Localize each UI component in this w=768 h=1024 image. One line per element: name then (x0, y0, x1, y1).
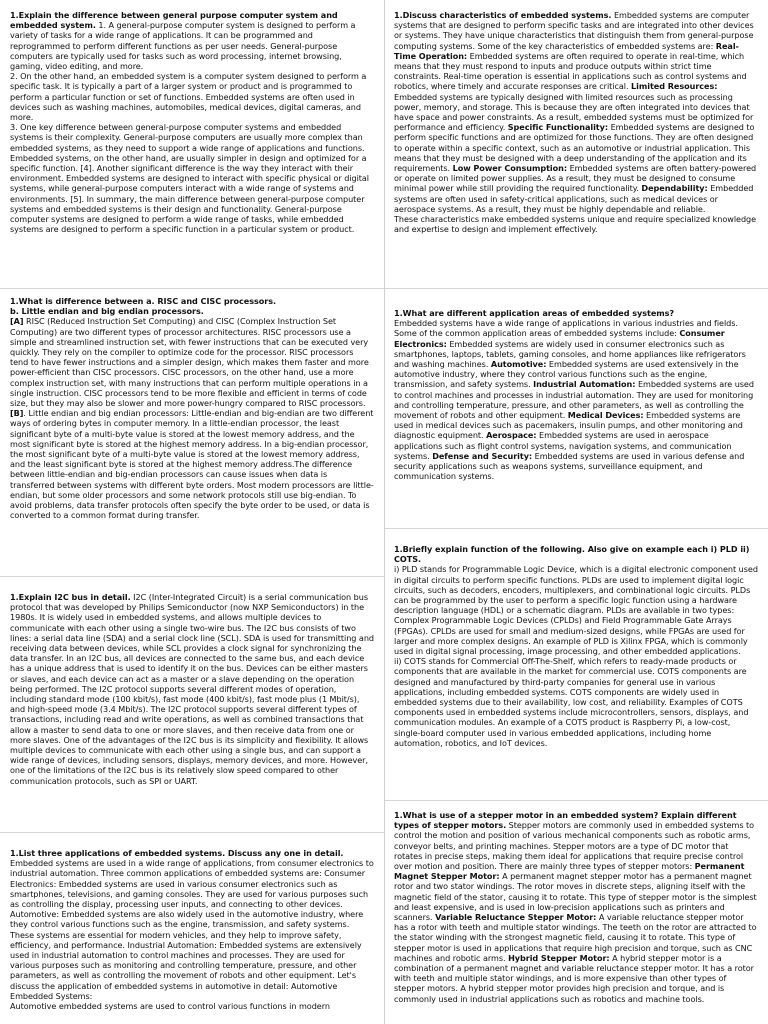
answer-stepper-motor (394, 810, 758, 1022)
answer-paragraph: i) PLD stands for Programmable Logic Device, which is a digital electronic component used in digital circuits to perform specific functions. PLDs are used to implement digital logic circuits, such as decoders, encoders, multiplexers, and combinational logic circuits. PLDs can be programmed by the user to perform a specific logic function using a hardware description language (HDL) or a schematic diagram. PLDs are available in two types: Complex Programmable Logic Devices (CPLDs) and Field Programmable Gate Arrays (FPGAs). CPLDs are used for small and medium-sized designs, while FPGAs are used for larger and more complex designs. An example of PLD is Xilinx FPGA, which is commonly used in digital signal processing, image processing, and other embedded applications. (394, 564, 758, 657)
answer-paragraph: 3. One key difference between general-purpose computer systems and embedded systems is their complexity. General-purpose computers are usually more complex than embedded systems, as they need to support a wide range of applications and functions. Embedded systems, on the other hand, are usually simpler in design and optimized for a specific function. [4]. Another significant difference is the way they interact with their environment. Embedded systems are designed to interact with specific physical or digital systems, while general-purpose computers interact with a wide range of systems and environments. [5]. In summary, the main difference between general-purpose computer systems and embedded systems is their design and functionality. General-purpose computer systems are designed to perform a wide range of tasks, while embedded systems are designed to perform a specific function in a particular system or product. (10, 122, 369, 235)
question-title: 1.Briefly explain function of the following. Also give on example each i) PLD ii) COTS. (394, 544, 750, 565)
answer-paragraph: Embedded systems are used in a wide range of applications, from consumer electronics to industrial automation. Three common applications of embedded systems are: Consumer Electronics: Embedded systems are used in various consumer electronics such as smartphones, televisions, and gaming consoles. They are used for various purposes such as controlling the display, processing user inputs, and connecting to other devices. Automotive: Embedded systems are also widely used in the automotive industry, where they control various functions such as the engine, transmission, and safety systems. These systems are essential for modern vehicles, and they help to improve safety, efficiency, and performance. Industrial Automation: Embedded systems are extensively used in industrial automation to control machines and processes. They are used for various purposes such as monitoring and controlling temperature, pressure, and other parameters, as well as controlling the movement of robots and other equipment. Let's discuss the application of embedded systems in automotive in detail: Automotive Embedded Systems: (10, 858, 374, 1001)
answer-paragraph: 1.Discuss characteristics of embedded systems. Embedded systems are computer systems that are designed to perform specific tasks and are integrated into other devices or systems. They have unique characteristics that distinguish them from general-purpose computing systems. Some of the key characteristics of embedded systems are: Real-Time Operation: Embedded systems are often required to operate in real-time, which means that they must respond to inputs and produce outputs within strict time constraints. Real-time operation is essential in applications such as control systems and robotics, where timely and accurate responses are critical. Limited Resources: Embedded systems are typically designed with limited resources such as processing power, memory, and storage. This is because they are often integrated into devices that have space and power constraints. As a result, embedded systems must be optimized for performance and efficiency. Specific Functionality: Embedded systems are designed to perform specific functions and are optimized for those functions. They are often designed to operate within a specific context, such as an automotive or industrial application. This means that they must be designed with a deep understanding of the application and its requirements. Low Power Consumption: Embedded systems are often battery-powered or operate on limited power supplies. As a result, they must be designed to consume minimal power while still providing the required functionality. Dependability: Embedded systems are often used in safety-critical applications, such as medical devices or aerospace systems. As a result, they must be highly dependable and reliable. (394, 10, 757, 214)
answer-general-vs-embedded (10, 10, 374, 250)
section-divider (0, 832, 384, 833)
question-title: 1.What are different application areas of embedded systems? (394, 308, 675, 318)
answer-application-areas (394, 308, 758, 508)
column-divider (384, 0, 385, 1024)
section-divider (384, 288, 768, 289)
answer-paragraph: Embedded systems have a wide range of applications in various industries and fields. Some of the common application areas of embedded systems include: Consumer Electronics: Embedded systems are widely used in consumer electronics such as smartphones, laptops, tablets, gaming consoles, and home appliances like refrigerators and washing machines. Automotive: Embedded systems are used extensively in the automotive industry, where they control various functions such as the engine, transmission, and safety systems. Industrial Automation: Embedded systems are used to control machines and processes in industrial automation. They are used for monitoring and controlling temperature, pressure, and other parameters, as well as controlling the movement of robots and other equipment. Medical Devices: Embedded systems are used in medical devices such as pacemakers, insulin pumps, and other monitoring and diagnostic equipment. Aerospace: Embedded systems are used in aerospace applications such as flight control systems, navigation systems, and communication systems. Defense and Security: Embedded systems are used in various defense and security applications such as weapons systems, surveillance equipment, and communication systems. (394, 318, 754, 482)
answer-paragraph: These characteristics make embedded systems unique and require specialized knowledge and expertise to design and implement effectively. (394, 214, 757, 235)
question-title: 1.List three applications of embedded systems. Discuss any one in detail. (10, 848, 344, 858)
question-title: 1.What is difference between a. RISC and CISC processors. (10, 296, 277, 306)
section-divider (384, 528, 768, 529)
section-divider (0, 288, 384, 289)
answer-paragraph: 2. On the other hand, an embedded system is a computer system designed to perform a specific task. It is typically a part of a larger system or product and is programmed to perform a particular function or set of functions. Embedded systems are often used in devices such as washing machines, automobiles, medical devices, digital cameras, and more. (10, 71, 367, 123)
answer-paragraph: [B]. Little endian and big endian processors: Little-endian and big-endian are two different ways of ordering bytes in computer memory. In a little-endian processor, the least significant byte of a multi-byte value is stored at the lowest memory address, and the most significant byte is stored at the highest memory address. In a big-endian processor, the most significant byte of a multi-byte value is stored at the lowest memory address, and the least significant byte is stored at the highest memory address.The difference between little-endian and big-endian processors can cause issues when data is transferred between systems with different byte orders. Most modern processors are little-endian, but some older processors and some network protocols still use big-endian. To avoid problems, data transfer protocols often specify the byte order to be used, or data is converted to a common format during transfer. (10, 408, 374, 521)
answer-paragraph: Automotive embedded systems are used to control various functions in modern (10, 1001, 330, 1012)
answer-three-applications (10, 848, 374, 1018)
question-title: 1.Explain the difference between general purpose computer system and embedded system. (10, 10, 338, 31)
question-title: 1.Explain I2C bus in detail. (10, 592, 131, 602)
answer-characteristics (394, 10, 758, 265)
answer-paragraph: ii) COTS stands for Commercial Off-The-Shelf, which refers to ready-made products or components that are available in the market for commercial use. COTS components are designed and manufactured by third-party companies for general use in various applications, including embedded systems. COTS components are widely used in embedded systems due to their availability, low cost, and reliability. Examples of COTS components used in embedded systems include microcontrollers, sensors, displays, and communication modules. An example of a COTS product is Raspberry Pi, a low-cost, single-board computer used in various embedded applications, including home automation, robotics, and IoT devices. (394, 656, 749, 748)
question-title: 1.What is use of a stepper motor in an embedded system? Explain different types of stepper motors. (394, 810, 737, 831)
answer-i2c-bus (10, 592, 374, 802)
answer-risc-cisc-endian (10, 296, 374, 546)
answer-pld-cots (394, 544, 758, 784)
question-title: 1.Discuss characteristics of embedded systems. (394, 10, 612, 20)
question-title: b. Little endian and big endian processors. (10, 306, 204, 317)
answer-paragraph: 1.What is use of a stepper motor in an embedded system? Explain different types of stepper motors. Stepper motors are commonly used in embedded systems to control the motion and position of various mechanical components such as robotic arms, conveyor belts, and printing machines. Stepper motors are a type of DC motor that rotates in precise steps, making them ideal for applications that require precise control over motion and position. There are mainly three types of stepper motors: Permanent Magnet Stepper Motor: A permanent magnet stepper motor has a permanent magnet rotor and two stator windings. The rotor moves in discrete steps, aligning itself with the magnetic field of the stator, causing it to rotate. This type of stepper motor is the simplest and least expensive, and is used in low-precision applications such as printers and scanners. Variable Reluctance Stepper Motor: A variable reluctance stepper motor has a rotor with teeth and multiple stator windings. The teeth on the rotor are attracted to the stator winding with the strongest magnetic field, causing it to rotate. This type of stepper motor is used in applications that require high precision and torque, such as CNC machines and robotic arms. Hybrid Stepper Motor: A hybrid stepper motor is a combination of a permanent magnet and variable reluctance stepper motor. It has a rotor with teeth and multiple stator windings, and is more expensive than other types of stepper motors. A hybrid stepper motor provides high precision and torque, and is commonly used in industrial applications such as robotics and machine tools. (394, 810, 757, 1004)
answer-paragraph: 1.Explain I2C bus in detail. I2C (Inter-Integrated Circuit) is a serial communication bus protocol that was developed by Philips Semiconductor (now NXP Semiconductors) in the 1980s. It is widely used in embedded systems, and allows multiple devices to communicate with each other using a single two-wire bus. The I2C bus consists of two lines: a serial data line (SDA) and a serial clock line (SCL). SDA is used for transmitting and receiving data between devices, while SCL provides a clock signal for synchronizing the data transfer. In an I2C bus, all devices are connected to the same bus, and each device has a unique address that is used to identify it on the bus. Devices can be either masters or slaves, and each device can act as a master or a slave depending on the operation being performed. The I2C protocol supports several different modes of operation, including standard mode (100 kbit/s), fast mode (400 kbit/s), fast mode plus (1 Mbit/s), and high-speed mode (3.4 Mbit/s). The I2C protocol supports several different types of transactions, including read and write operations, as well as combined transactions that allow a master to send data to one or more slaves, and then receive data from one or more slaves. One of the advantages of the I2C bus is its simplicity and flexibility. It allows multiple devices to communicate with each other using a single bus, and can support a wide range of devices, including sensors, displays, memory devices, and more. However, one of the limitations of the I2C bus is its relatively slow speed compared to other communication protocols, such as SPI or UART. (10, 592, 374, 786)
answer-paragraph: 1.Explain the difference between general purpose computer system and embedded system. 1. A general-purpose computer system is designed to perform a variety of tasks for a wide range of applications. It can be programmed and reprogrammed to perform different functions as per user needs. General-purpose computers are typically used for tasks such as word processing, internet browsing, gaming, video editing, and more. (10, 10, 356, 72)
section-divider (0, 576, 384, 577)
answer-paragraph: [A] RISC (Reduced Instruction Set Computing) and CISC (Complex Instruction Set Computing) are two different types of processor architectures. RISC processors use a simple and streamlined instruction set, with fewer instructions that can be executed very quickly. They rely on the compiler to optimize code for the processor. RISC processors tend to have fewer instructions and a simpler design, which makes them faster and more power-efficient than CISC processors. CISC processors, on the other hand, use a more complex instruction set, with many instructions that can perform multiple operations in a single instruction. CISC processors tend to be more flexible and efficient in terms of code size, but they may also be slower and more power-hungry compared to RISC processors. (10, 316, 369, 409)
section-divider (384, 800, 768, 801)
